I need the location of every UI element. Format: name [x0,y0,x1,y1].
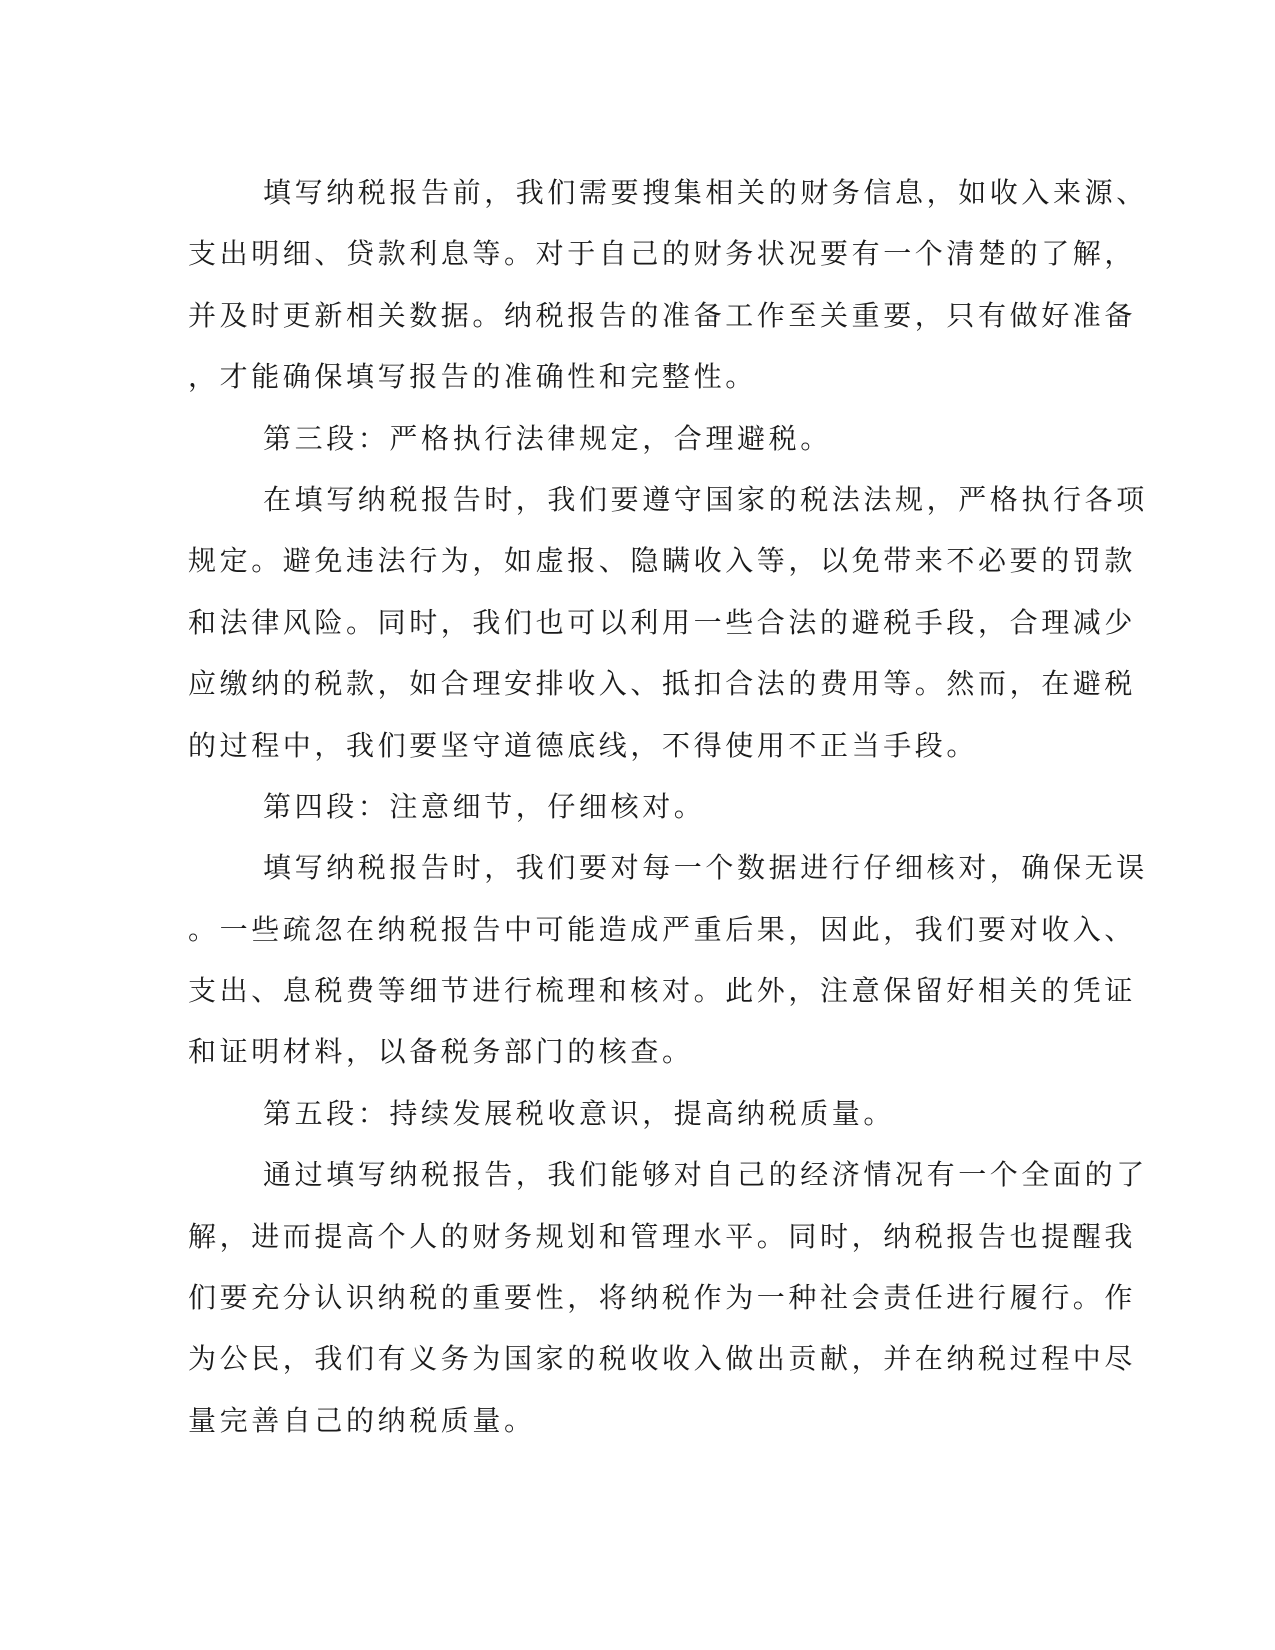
text-line: 们要充分认识纳税的重要性，将纳税作为一种社会责任进行履行。作 [188,1281,1137,1315]
text-line: 在填写纳税报告时，我们要遵守国家的税法法规，严格执行各项 [263,482,1148,516]
text-line: ，才能确保填写报告的准确性和完整性。 [188,360,757,394]
section-heading: 第五段：持续发展税收意识，提高纳税质量。 [263,1096,896,1130]
text-line: 填写纳税报告前，我们需要搜集相关的财务信息，如收入来源、 [263,176,1148,209]
text-line: 。一些疏忽在纳税报告中可能造成严重后果，因此，我们要对收入、 [188,912,1137,946]
text-line: 并及时更新相关数据。纳税报告的准备工作至关重要，只有做好准备 [188,298,1137,332]
body-text [188,162,1148,1451]
text-line: 填写纳税报告时，我们要对每一个数据进行仔细核对，确保无误 [263,851,1148,885]
text-line: 解，进而提高个人的财务规划和管理水平。同时，纳税报告也提醒我 [188,1219,1137,1253]
text-line: 规定。避免违法行为，如虚报、隐瞒收入等，以免带来不必要的罚款 [188,544,1137,578]
text-line: 的过程中，我们要坚守道德底线，不得使用不正当手段。 [188,728,979,762]
text-line: 和证明材料，以备税务部门的核查。 [188,1035,694,1069]
text-line: 支出明细、贷款利息等。对于自己的财务状况要有一个清楚的了解， [188,237,1137,271]
text-line: 应缴纳的税款，如合理安排收入、抵扣合法的费用等。然而，在避税 [188,667,1137,701]
text-line: 支出、息税费等细节进行梳理和核对。此外，注意保留好相关的凭证 [188,974,1137,1008]
section-heading: 第三段：严格执行法律规定，合理避税。 [263,421,832,455]
text-line: 通过填写纳税报告，我们能够对自己的经济情况有一个全面的了 [263,1158,1148,1192]
section-heading: 第四段：注意细节，仔细核对。 [263,789,706,823]
text-line: 和法律风险。同时，我们也可以利用一些合法的避税手段，合理减少 [188,605,1137,639]
text-line: 为公民，我们有义务为国家的税收收入做出贡献，并在纳税过程中尽 [188,1342,1137,1376]
text-line: 量完善自己的纳税质量。 [188,1403,536,1437]
